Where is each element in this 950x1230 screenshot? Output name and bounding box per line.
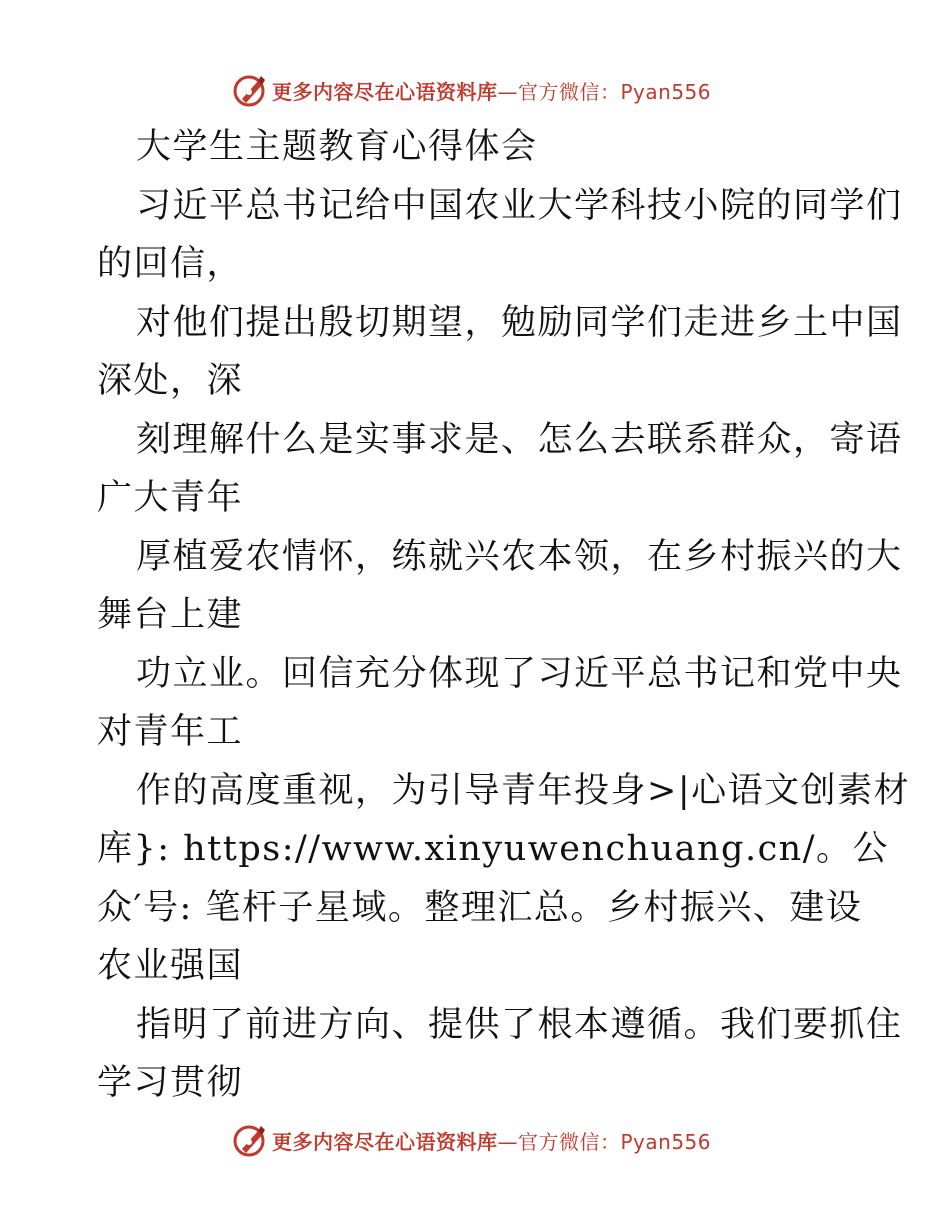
banner-dash: — [497, 1129, 518, 1154]
text-line: 刻理解什么是实事求是、怎么去联系群众，寄语 [136, 419, 903, 460]
banner-dash: — [497, 79, 518, 104]
text-line: 广大青年 [97, 478, 244, 518]
text-line: 对青年工 [97, 712, 244, 752]
document-body [97, 118, 911, 1113]
text-line: 众′号: 笔杆子星域。整理汇总。乡村振兴、建设 [97, 887, 863, 928]
text-line: 指明了前进方向、提供了根本遵循。我们要抓住 [136, 1004, 903, 1045]
banner-wechat-label: 官方微信： [518, 1129, 621, 1154]
text-line: 的回信， [97, 244, 244, 284]
text-line: 厚植爱农情怀，练就兴农本领，在乡村振兴的大 [136, 536, 903, 577]
header-banner [232, 70, 732, 110]
banner-account: Pyan556 [620, 1129, 712, 1154]
text-line: 库}: https://www.xinyuwenchuang.cn/。公 [97, 829, 890, 869]
text-line: 深处，深 [97, 361, 244, 401]
text-line: 对他们提出殷切期望，勉励同学们走进乡土中国 [136, 302, 903, 343]
text-line: 功立业。回信充分体现了习近平总书记和党中央 [136, 653, 903, 694]
text-line: 习近平总书记给中国农业大学科技小院的同学们 [136, 185, 903, 226]
footer-banner [232, 1120, 732, 1160]
pen-logo-icon [232, 1122, 268, 1158]
text-line: 学习贯彻 [97, 1063, 244, 1103]
document-title: 大学生主题教育心得体会 [136, 127, 538, 167]
banner-wechat-label: 官方微信： [518, 79, 621, 104]
banner-brand: 更多内容尽在心语资料库 [272, 1129, 498, 1154]
text-line: 农业强国 [97, 946, 244, 986]
text-line: 舞台上建 [97, 595, 244, 635]
banner-account: Pyan556 [620, 79, 712, 104]
banner-brand: 更多内容尽在心语资料库 [272, 79, 498, 104]
text-line: 作的高度重视，为引导青年投身>|心语文创素材 [136, 770, 911, 811]
pen-logo-icon [232, 72, 268, 108]
